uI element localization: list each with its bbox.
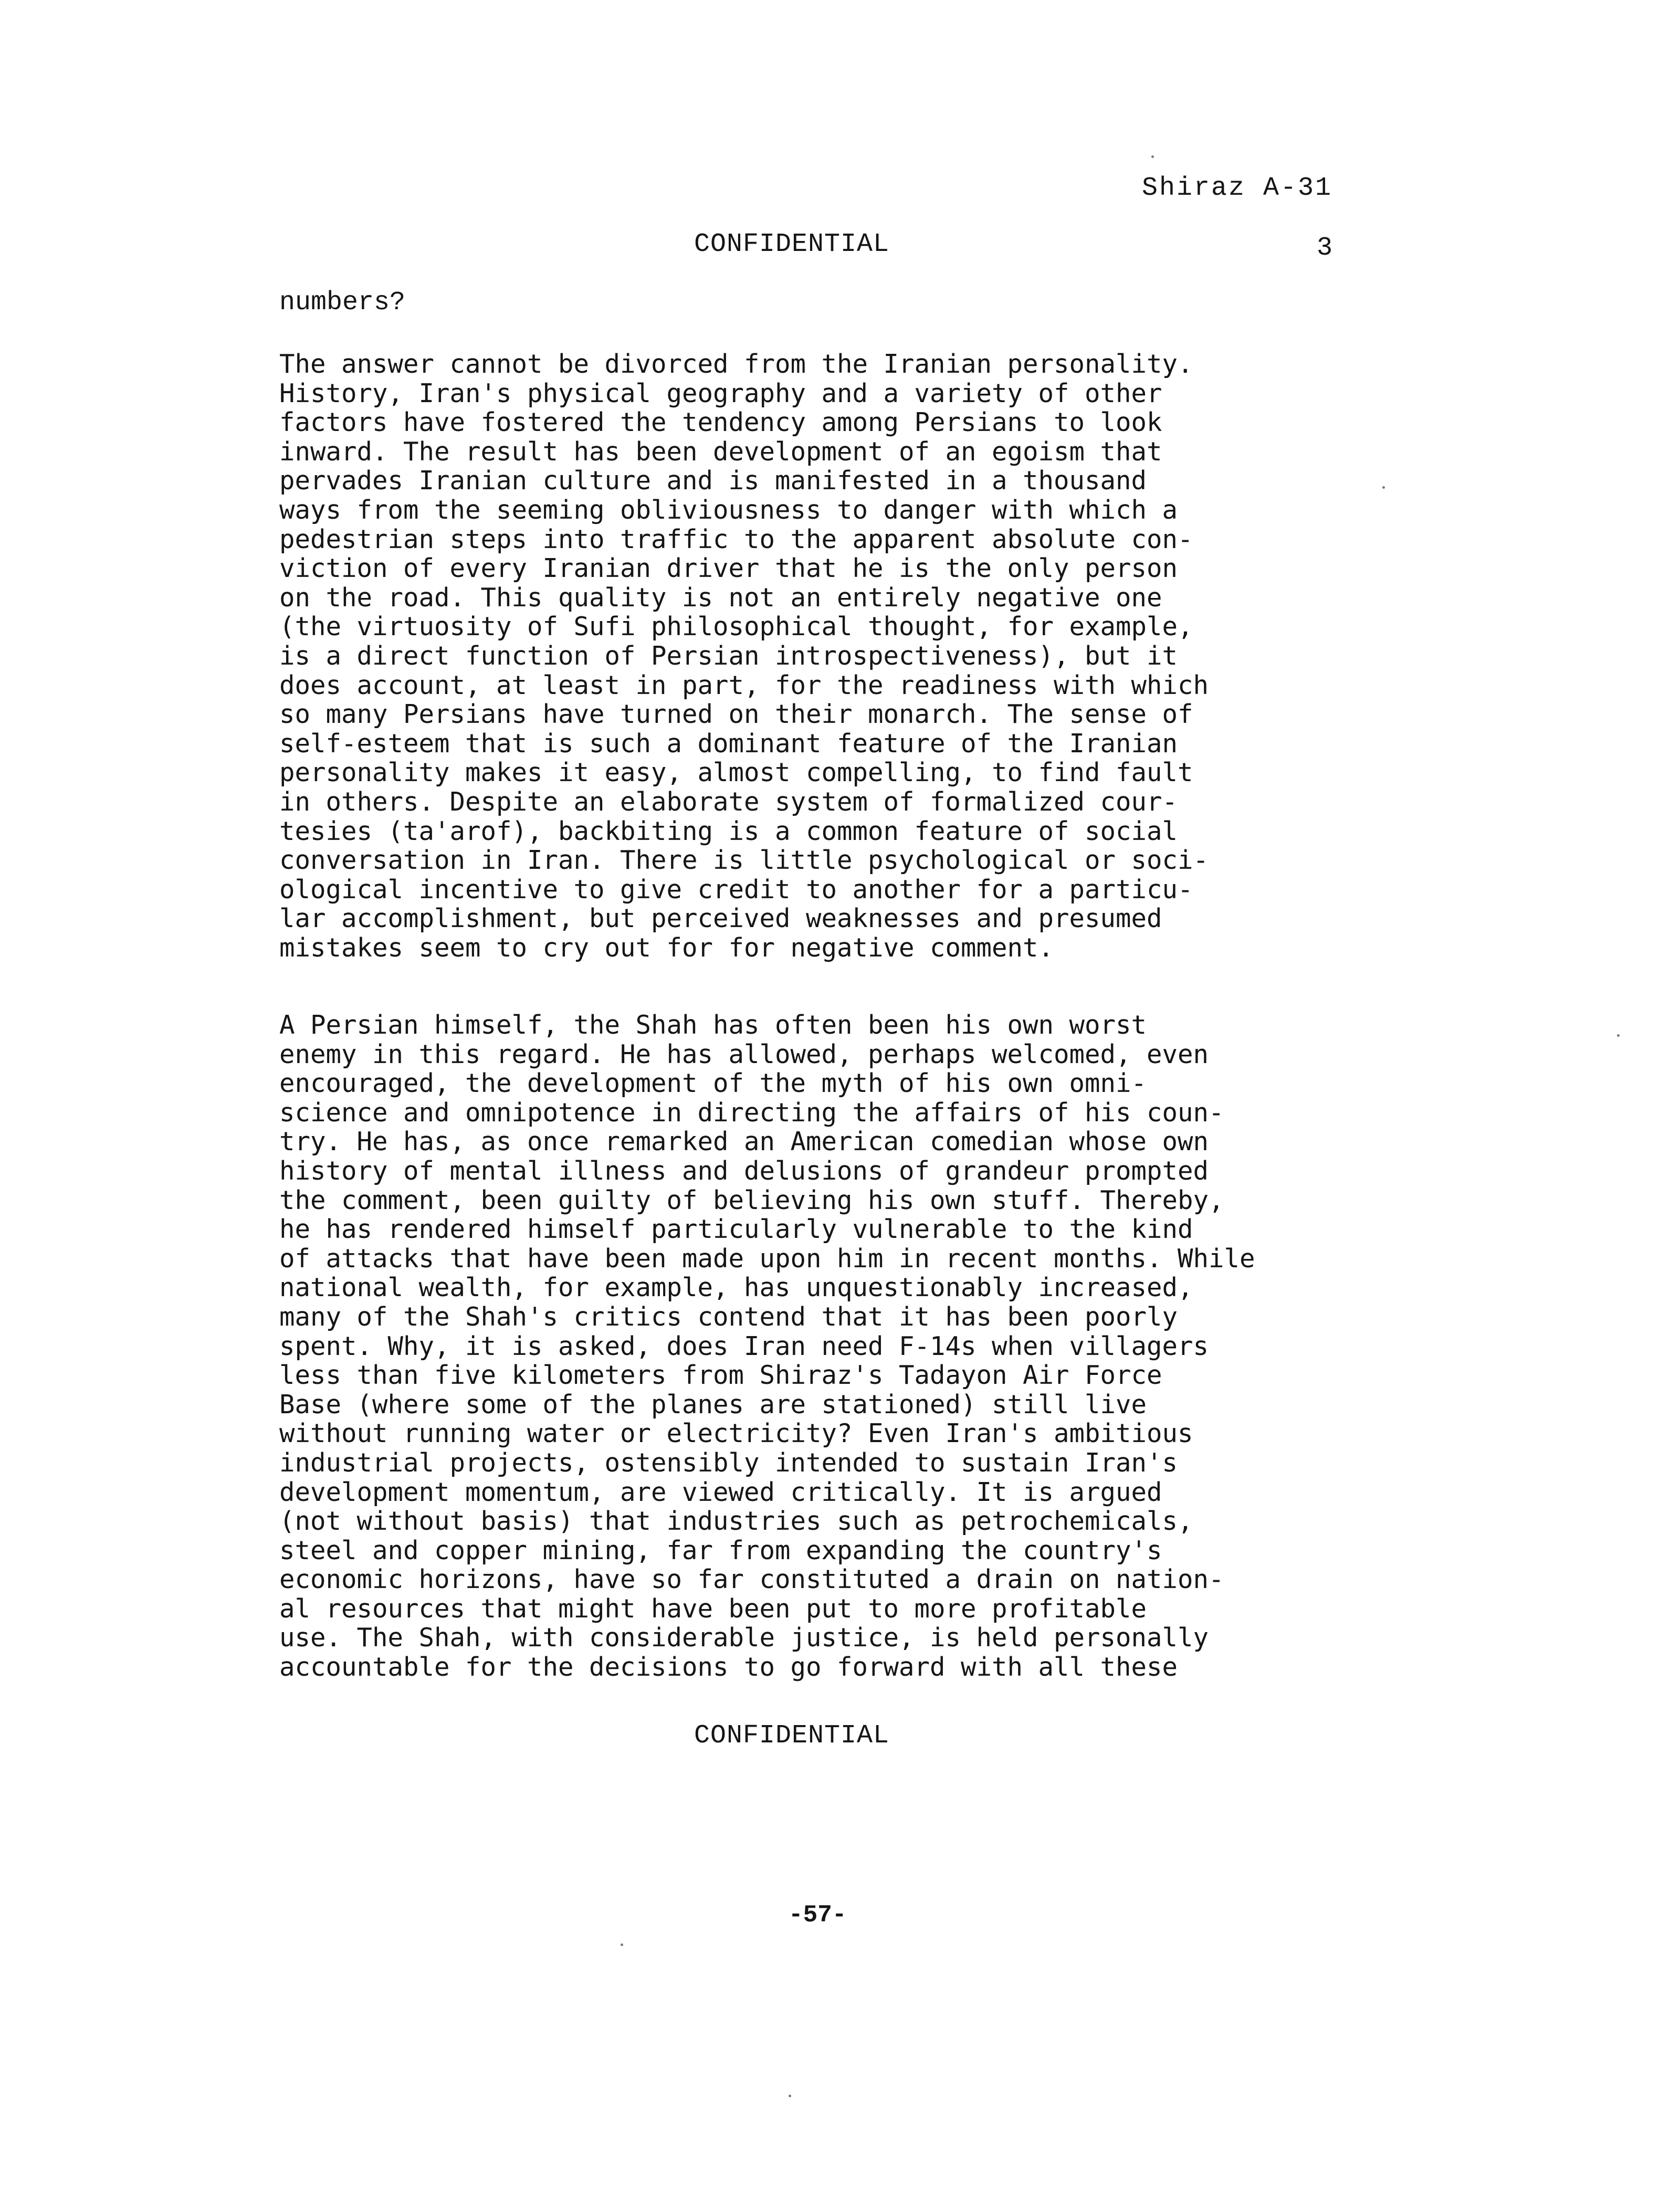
continued-fragment: numbers? [279, 288, 406, 318]
text-line: mistakes seem to cry out for for negative comment. [279, 932, 1054, 963]
text-line: spent. Why, it is asked, does Iran need F-14s when villagers [279, 1331, 1209, 1361]
text-line: without running water or electricity? Even Iran's ambitious [279, 1418, 1193, 1449]
text-line: The answer cannot be divorced from the Iranian personality. [279, 349, 1193, 379]
scan-speck [1617, 1034, 1620, 1037]
text-line: history of mental illness and delusions of grandeur prompted [279, 1155, 1209, 1186]
text-line: conversation in Iran. There is little psychological or soci- [279, 845, 1209, 876]
text-line: enemy in this regard. He has allowed, perhaps welcomed, even [279, 1039, 1209, 1069]
text-line: viction of every Iranian driver that he is the only person [279, 553, 1178, 584]
paragraph-1 [279, 350, 1209, 962]
scan-speck [789, 2095, 791, 2097]
footer-classification: CONFIDENTIAL [694, 1721, 890, 1751]
text-line: History, Iran's physical geography and a variety of other [279, 378, 1162, 408]
scan-speck [621, 1943, 623, 1946]
text-line: try. He has, as once remarked an American comedian whose own [279, 1127, 1209, 1157]
text-line: pervades Iranian culture and is manifested in a thousand [279, 466, 1147, 496]
paragraph-2 [279, 1011, 1255, 1682]
text-line: lar accomplishment, but perceived weaknesses and presumed [279, 903, 1162, 934]
text-line: industrial projects, ostensibly intended to sustain Iran's [279, 1447, 1178, 1478]
text-line: economic horizons, have so far constituted a drain on nation- [279, 1564, 1224, 1595]
text-line: inward. The result has been development of an egoism that [279, 436, 1162, 467]
header-classification: CONFIDENTIAL [694, 229, 890, 259]
text-line: self-esteem that is such a dominant feature of the Iranian [279, 728, 1178, 759]
text-line: pedestrian steps into traffic to the apparent absolute con- [279, 524, 1193, 554]
text-line: so many Persians have turned on their monarch. The sense of [279, 699, 1193, 730]
page-number: 3 [1317, 233, 1333, 263]
text-line: national wealth, for example, has unquestionably increased, [279, 1273, 1193, 1303]
text-line: he has rendered himself particularly vulnerable to the kind [279, 1214, 1193, 1245]
text-line: on the road. This quality is not an entirely negative one [279, 582, 1162, 613]
text-line: the comment, been guilty of believing his own stuff. Thereby, [279, 1185, 1224, 1215]
scan-speck [1151, 155, 1154, 158]
text-line: ological incentive to give credit to another for a particu- [279, 874, 1193, 905]
text-line: in others. Despite an elaborate system of formalized cour- [279, 786, 1178, 817]
text-line: factors have fostered the tendency among Persians to look [279, 407, 1162, 438]
text-line: does account, at least in part, for the readiness with which [279, 670, 1209, 700]
text-line: accountable for the decisions to go forward with all these [279, 1652, 1178, 1683]
text-line: is a direct function of Persian introspectiveness), but it [279, 640, 1178, 671]
text-line: steel and copper mining, far from expanding the country's [279, 1535, 1162, 1565]
text-line: (not without basis) that industries such as petrochemicals, [279, 1506, 1193, 1537]
scan-speck [1382, 486, 1385, 489]
text-line: development momentum, are viewed critically. It is argued [279, 1477, 1162, 1507]
text-line: science and omnipotence in directing the affairs of his coun- [279, 1097, 1224, 1128]
text-line: encouraged, the development of the myth of his own omni- [279, 1068, 1147, 1099]
text-line: use. The Shah, with considerable justice, is held personally [279, 1623, 1209, 1653]
text-line: tesies (ta'arof), backbiting is a common feature of social [279, 816, 1178, 846]
text-line: A Persian himself, the Shah has often been his own worst [279, 1010, 1147, 1040]
footer-page-number: -57- [789, 1901, 847, 1929]
text-line: of attacks that have been made upon him in recent months. While [279, 1243, 1255, 1274]
text-line: al resources that might have been put to more profitable [279, 1593, 1147, 1624]
text-line: less than five kilometers from Shiraz's Tadayon Air Force [279, 1360, 1162, 1391]
text-line: Base (where some of the planes are stationed) still live [279, 1389, 1147, 1420]
text-line: personality makes it easy, almost compelling, to find fault [279, 758, 1193, 788]
text-line: (the virtuosity of Sufi philosophical thought, for example, [279, 612, 1193, 642]
text-line: ways from the seeming obliviousness to danger with which a [279, 495, 1178, 525]
document-reference: Shiraz A-31 [1141, 173, 1332, 203]
text-line: many of the Shah's critics contend that it has been poorly [279, 1301, 1178, 1332]
